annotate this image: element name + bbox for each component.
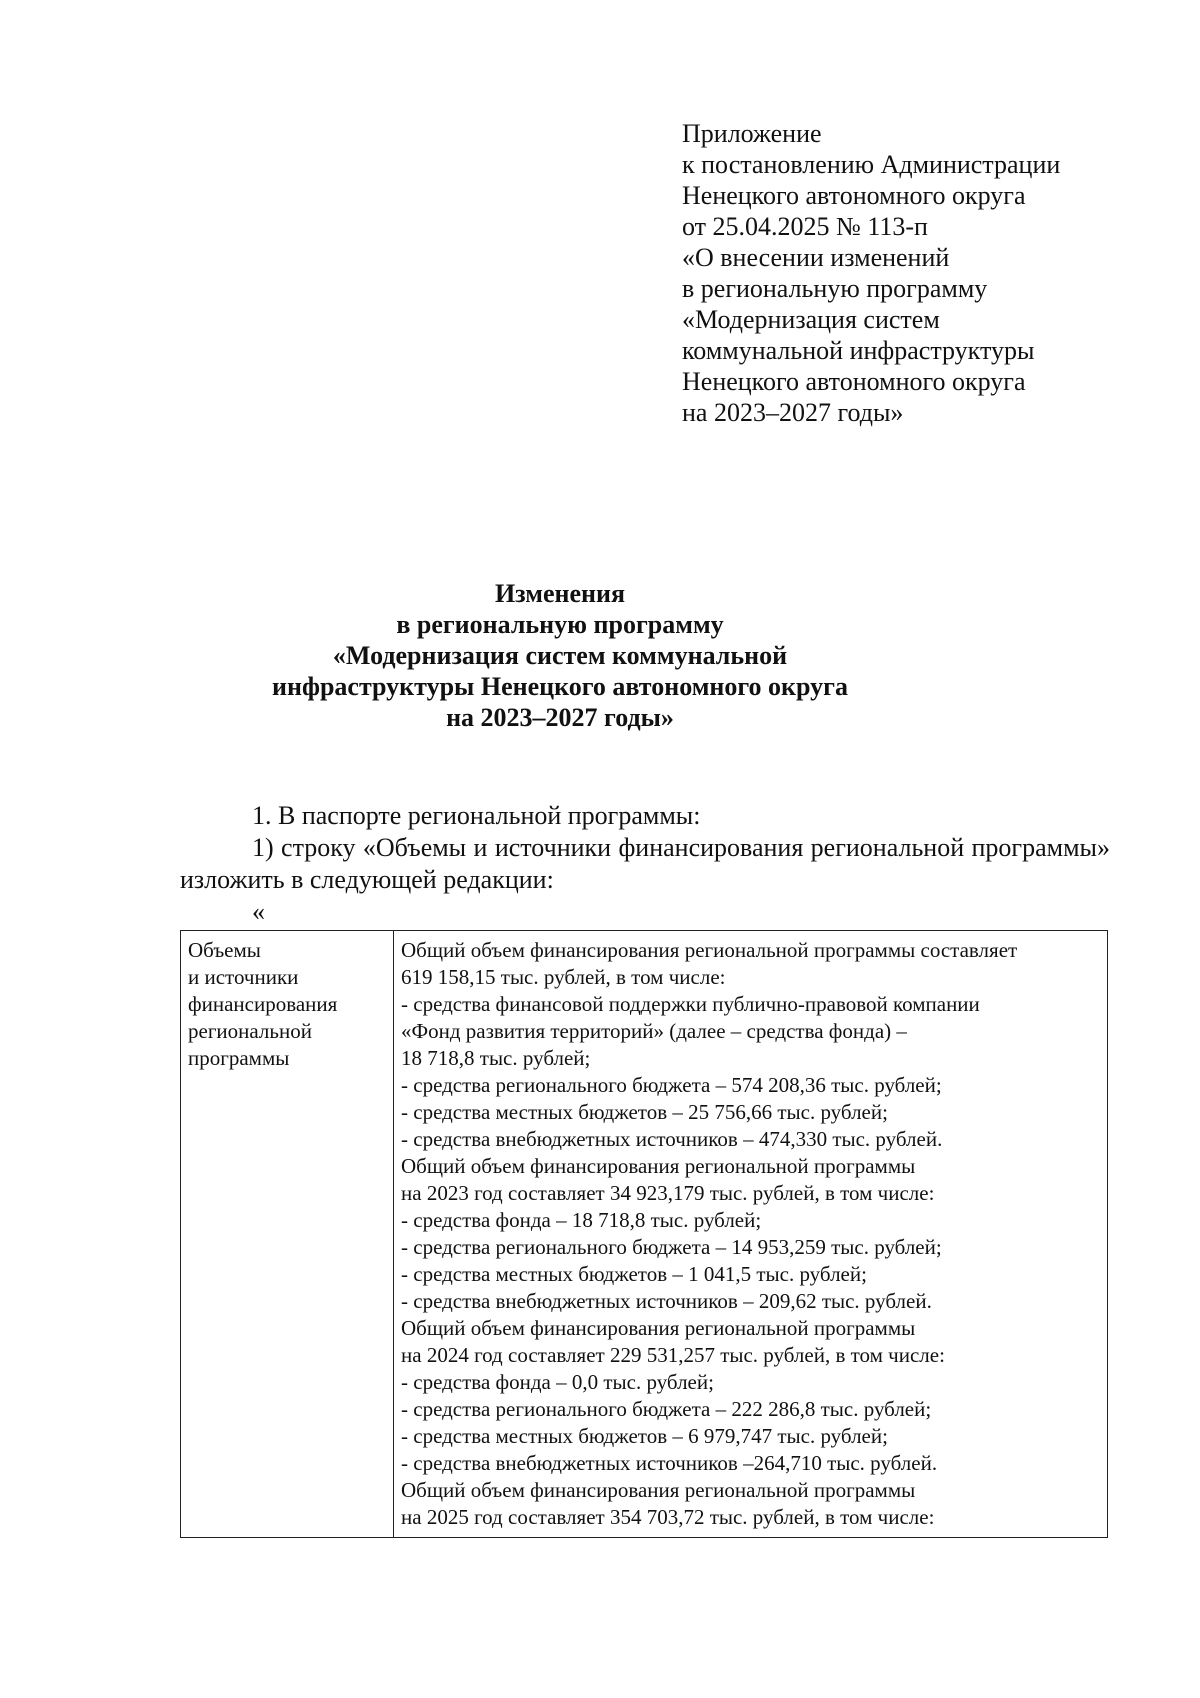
value-line: Общий объем финансирования региональной программы — [401, 1154, 916, 1178]
value-line: 18 718,8 тыс. рублей; — [401, 1046, 591, 1070]
document-title — [180, 578, 940, 733]
label-line: финансирования — [188, 992, 338, 1016]
value-line: Общий объем финансирования региональной программы — [401, 1316, 916, 1340]
label-line: региональной — [188, 1019, 312, 1043]
title-line: на 2023–2027 годы» — [446, 703, 674, 732]
value-line: - средства местных бюджетов – 6 979,747 тыс. рублей; — [401, 1424, 888, 1448]
appendix-line: «О внесении изменений — [682, 243, 950, 272]
value-line: - средства регионального бюджета – 222 286,8 тыс. рублей; — [401, 1397, 932, 1421]
appendix-header — [682, 118, 1162, 428]
title-line: «Модернизация систем коммунальной — [332, 641, 788, 670]
label-line: программы — [188, 1046, 290, 1070]
appendix-line: к постановлению Администрации — [682, 150, 1061, 179]
value-line: - средства внебюджетных источников – 209,62 тыс. рублей. — [401, 1289, 932, 1313]
value-line: - средства внебюджетных источников –264,710 тыс. рублей. — [401, 1451, 938, 1475]
table-value-cell — [394, 931, 1108, 1538]
value-line: - средства фонда – 18 718,8 тыс. рублей; — [401, 1208, 762, 1232]
value-line: «Фонд развития территорий» (далее – средства фонда) – — [401, 1019, 907, 1043]
appendix-line: в региональную программу — [682, 274, 988, 303]
appendix-line: на 2023–2027 годы» — [682, 398, 904, 427]
title-line: инфраструктуры Ненецкого автономного округа — [272, 672, 848, 701]
appendix-line: Приложение — [682, 119, 822, 148]
table-label-cell — [181, 931, 394, 1538]
title-line: в региональную программу — [396, 610, 724, 639]
appendix-line: коммунальной инфраструктуры — [682, 336, 1035, 365]
paragraph-item-1-1: 1) строку «Объемы и источники финансирования региональной программы» изложить в следующей редакции: — [180, 833, 1110, 894]
title-line: Изменения — [494, 579, 626, 608]
label-line: Объемы — [188, 938, 261, 962]
label-line: и источники — [188, 965, 299, 989]
value-line: на 2025 год составляет 354 703,72 тыс. рублей, в том числе: — [401, 1505, 935, 1529]
value-line: Общий объем финансирования региональной программы составляет — [401, 938, 1018, 962]
paragraph-item-1: 1. В паспорте региональной программы: — [252, 801, 701, 830]
appendix-line: Ненецкого автономного округа — [682, 367, 1026, 396]
value-line: - средства регионального бюджета – 574 208,36 тыс. рублей; — [401, 1073, 942, 1097]
appendix-line: Ненецкого автономного округа — [682, 181, 1026, 210]
value-line: 619 158,15 тыс. рублей, в том числе: — [401, 965, 726, 989]
value-line: - средства фонда – 0,0 тыс. рублей; — [401, 1370, 714, 1394]
value-line: на 2024 год составляет 229 531,257 тыс. рублей, в том числе: — [401, 1343, 945, 1367]
value-line: - средства финансовой поддержки публично-правовой компании — [401, 992, 980, 1016]
value-line: - средства внебюджетных источников – 474,330 тыс. рублей. — [401, 1127, 943, 1151]
value-line: - средства местных бюджетов – 1 041,5 тыс. рублей; — [401, 1262, 867, 1286]
appendix-line: от 25.04.2025 № 113-п — [682, 212, 928, 241]
value-line: на 2023 год составляет 34 923,179 тыс. рублей, в том числе: — [401, 1181, 935, 1205]
value-line: Общий объем финансирования региональной программы — [401, 1478, 916, 1502]
appendix-line: «Модернизация систем — [682, 305, 940, 334]
document-body — [180, 800, 1110, 928]
value-line: - средства регионального бюджета – 14 953,259 тыс. рублей; — [401, 1235, 942, 1259]
value-line: - средства местных бюджетов – 25 756,66 тыс. рублей; — [401, 1100, 888, 1124]
opening-quote: « — [252, 897, 265, 926]
passport-table — [180, 930, 1108, 1538]
table-row — [181, 931, 1108, 1538]
